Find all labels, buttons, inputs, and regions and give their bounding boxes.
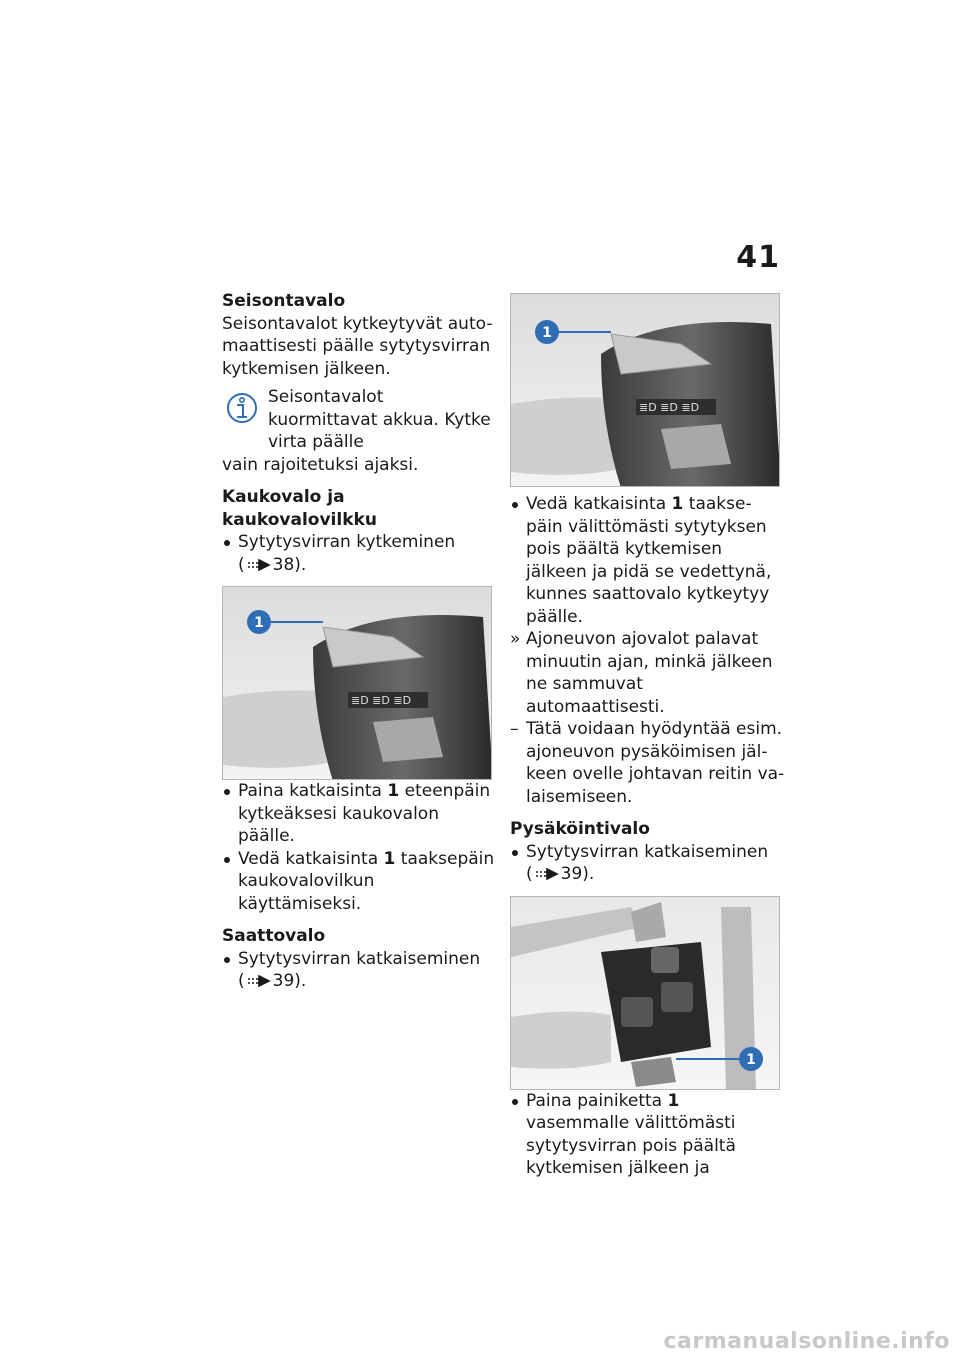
bullet-text: Paina katkaisinta (238, 781, 388, 801)
photo-high-beam-switch-2 (510, 293, 780, 487)
list-item (510, 718, 785, 808)
callout-1: 1 (254, 615, 264, 631)
reference-link[interactable]: Sytytysvirran katkaiseminen (238, 948, 481, 969)
bullet-text: vasemmalle välittömästi sytytysvirran pois päältä kytkemisen jälkeen ja (526, 1113, 736, 1178)
ref-page: 38). (272, 554, 307, 575)
result-text: Ajoneuvon ajovalot palavat minuutin ajan, minkä jälkeen ne sammuvat automaattisesti. (526, 629, 773, 717)
bullet-text: Paina painiketta (526, 1090, 668, 1111)
info-note (222, 386, 497, 476)
result-marker: » (510, 629, 521, 649)
callout-1: 1 (746, 1051, 756, 1068)
bullet-text: eteenpäin kytkeäksesi kaukovalon päälle. (238, 781, 491, 846)
list-item (510, 628, 785, 718)
reference-link[interactable]: Sytytysvirran katkaiseminen (526, 841, 769, 862)
list-item (510, 841, 785, 886)
page-number: 41 (736, 240, 780, 275)
arrow-right-icon (247, 975, 271, 987)
note-first-line: Seisontavalot kuormittavat akkua. Kytke virta päälle (268, 387, 491, 452)
heading-pysakointivalo: Pysäköintivalo (510, 819, 650, 839)
seisontavalo-text: Seisontavalot kytkeytyvät auto-maattisesti päälle sytytysvirran kytkemisen jälkeen. (222, 313, 493, 379)
list-item (222, 948, 497, 993)
right-column (510, 290, 785, 1180)
part-number: 1 (387, 781, 400, 801)
ref-open: ( (238, 971, 245, 991)
ref-page: 39). (560, 864, 595, 884)
list-item (510, 1090, 785, 1180)
photo-parking-light-switch (510, 896, 780, 1090)
dash-marker: – (510, 719, 519, 739)
heading-seisontavalo: Seisontavalo (222, 291, 346, 311)
left-column (222, 290, 497, 993)
list-item (510, 493, 785, 628)
dash-text: Tätä voidaan hyödyntää esim. ajoneuvon pysäköimisen jäl-keen ovelle johtavan reitin va-laisemiseen. (526, 719, 785, 807)
part-number: 1 (383, 848, 396, 869)
ref-open: ( (526, 864, 533, 884)
reference-link[interactable]: Sytytysvirran kytkeminen (238, 532, 456, 552)
svg-text:≣D ≣D ≣D: ≣D ≣D ≣D (639, 401, 700, 414)
bullet-text: taaksepäin kaukovalovilkun käyttämiseksi. (238, 848, 495, 914)
part-number: 1 (671, 494, 684, 514)
ref-open: ( (238, 554, 245, 575)
bullet-text: taakse-päin välittömästi sytytyksen pois päältä kytkemisen jälkeen ja pidä se vedettynä, kunnes saattovalo kytkeytyy päälle. (526, 494, 772, 627)
note-rest: vain rajoitetuksi ajaksi. (222, 454, 419, 475)
bullet-text: Vedä katkaisinta (238, 848, 384, 869)
heading-kaukovalo: Kaukovalo ja kaukovalovilkku (222, 487, 377, 530)
svg-text:≣D ≣D ≣D: ≣D ≣D ≣D (351, 694, 412, 707)
list-item (222, 531, 497, 576)
watermark: carmanualsonline.info (663, 1329, 950, 1354)
photo-high-beam-switch (222, 586, 492, 780)
ref-page: 39). (272, 971, 307, 991)
arrow-right-icon (535, 868, 559, 880)
list-item (222, 780, 497, 848)
callout-1: 1 (542, 325, 552, 341)
arrow-right-icon (247, 559, 271, 571)
list-item (222, 848, 497, 916)
heading-saattovalo: Saattovalo (222, 926, 326, 946)
part-number: 1 (667, 1090, 680, 1111)
info-icon (222, 388, 262, 428)
bullet-text: Vedä katkaisinta (526, 494, 672, 514)
